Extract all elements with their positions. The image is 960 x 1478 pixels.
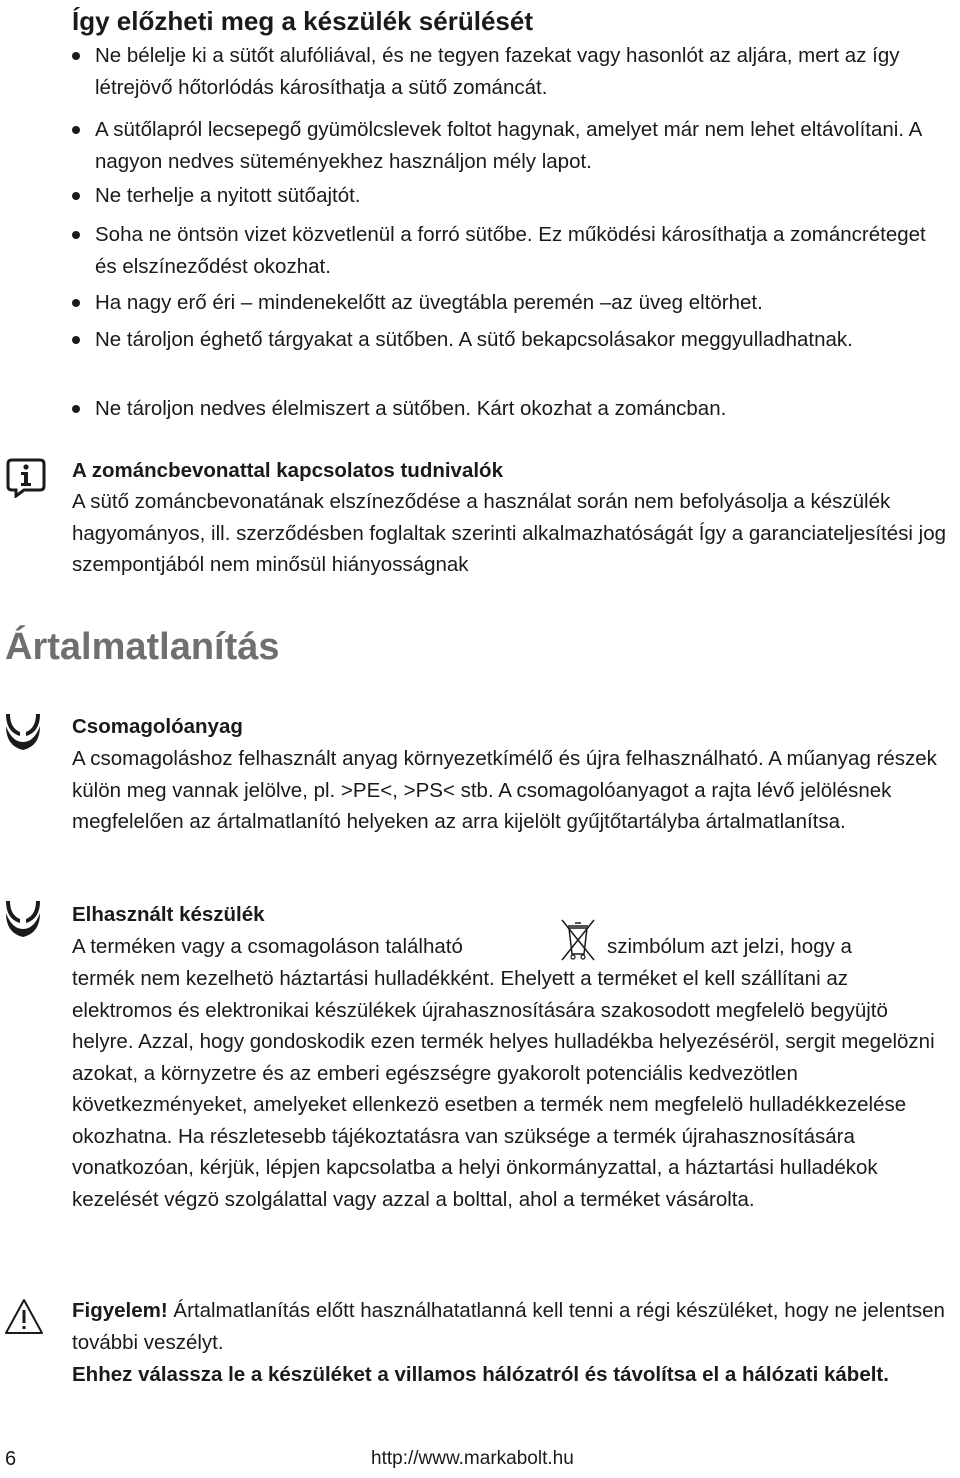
bullet-text: Ha nagy erő éri – mindenekelőtt az üvegtábla peremén –az üveg eltörhet. xyxy=(95,291,763,314)
bullet-dot xyxy=(72,299,80,307)
bullet-text: Ne terhelje a nyitott sütőajtót. xyxy=(95,184,361,207)
bullet-text: Ne bélelje ki a sütőt alufóliával, és ne tegyen fazekat vagy hasonlót az aljára, mert az így létrejövő hőtorlódás károsíthatja a sütő zománcát. xyxy=(95,44,900,99)
bullet-dot xyxy=(72,126,80,134)
old-appliance-title: Elhasznált készülék xyxy=(72,903,265,926)
bullet-dot xyxy=(72,192,80,200)
list-item xyxy=(72,393,952,425)
list-item xyxy=(72,40,952,103)
old-appliance-text: termék nem kezelhetö háztartási hulladékként. Ehelyett a terméket el kell szállítani az elektromos és elektronikai készülékek újrahasznosítására szakosodott megfelelö begyüjtö helyre. Azzal, hogy gondoskodik ezen termék helyes hulladékba helyezéséröl, sergit megelözni azokat, a környzetre és az emberi egészségre gyakorolt potenciális kedvezötlen következményeket, amelyeket ellenkezö esetben a termék nem megfelelö hulladékkezelése okozhatna. Ha részletesebb tájékoztatásra van szüksége a termék újrahasznosítására vonatkozóan, kérjük, lépjen kapcsolatba a helyi önkormányzattal, a háztartási hulladékok kezelését végzö szolgálattal vagy azzal a bolttal, ahol a terméket vásárolta. xyxy=(72,967,935,1211)
bullet-dot xyxy=(72,405,80,413)
old-appliance-text-after: szimbólum azt jelzi, hogy a xyxy=(607,935,852,958)
section-title-damage: Így előzheti meg a készülék sérülését xyxy=(72,6,533,36)
crossed-bin-icon xyxy=(556,916,600,962)
warning-body: Ártalmatlanítás előtt használhatatlanná kell tenni a régi készüléket, hogy ne jelentsen további veszélyt. xyxy=(72,1299,945,1354)
list-item xyxy=(72,324,952,356)
bullet-dot xyxy=(72,336,80,344)
bullet-text: Ne tároljon nedves élelmiszert a sütőben. Kárt okozhat a zománcban. xyxy=(95,397,727,420)
footer-url[interactable]: http://www.markabolt.hu xyxy=(371,1448,574,1469)
warning-triangle-icon xyxy=(4,1298,44,1336)
page-number: 6 xyxy=(5,1448,17,1470)
enamel-info-text: A sütő zománcbevonatának elszíneződése a használat során nem befolyásolja a készülék hagyományos, ill. szerződésben foglaltak szerinti alkalmazhatóságát Így a garanciateljesítési jog szempontjából nem minősül hiányosságnak xyxy=(72,490,947,576)
old-appliance-text-before: A terméken vagy a csomagoláson található xyxy=(72,935,463,958)
info-icon xyxy=(6,456,46,498)
bullet-text: A sütőlapról lecsepegő gyümölcslevek foltot hagynak, amelyet már nem lehet eltávolítani. A nagyon nedves süteményekhez használjon mély lapot. xyxy=(95,118,922,173)
bullet-text: Ne tároljon éghető tárgyakat a sütőben. A sütő bekapcsolásakor meggyulladhatnak. xyxy=(95,328,853,351)
environment-leaf-icon xyxy=(4,899,42,939)
warning-bold-text: Ehhez válassza le a készüléket a villamos hálózatról és távolítsa el a hálózati kábelt. xyxy=(72,1363,889,1386)
enamel-info-title: A zománcbevonattal kapcsolatos tudnivalók xyxy=(72,459,503,482)
bullet-dot xyxy=(72,52,80,60)
list-item xyxy=(72,180,952,212)
bullet-dot xyxy=(72,231,80,239)
packaging-title: Csomagolóanyag xyxy=(72,715,243,738)
list-item xyxy=(72,287,952,319)
list-item xyxy=(72,219,952,282)
disposal-heading: Ártalmatlanítás xyxy=(5,626,280,668)
packaging-text: A csomagoláshoz felhasznált anyag környezetkímélő és újra felhasználható. A műanyag részek külön meg vannak jelölve, pl. >PE<, >PS< stb. A csomagolóanyagot a rajta lévő jelölésnek megfelelően az ártalmatlanító helyeken az arra kijelölt gyűjtőtartályba ártalmatlanítsa. xyxy=(72,747,937,833)
list-item xyxy=(72,114,952,177)
warning-label: Figyelem! xyxy=(72,1299,168,1322)
environment-leaf-icon xyxy=(4,712,42,752)
bullet-text: Soha ne öntsön vizet közvetlenül a forró sütőbe. Ez működési károsíthatja a zománcréteget és elszíneződést okozhat. xyxy=(95,223,926,278)
warning-text xyxy=(72,1295,952,1358)
